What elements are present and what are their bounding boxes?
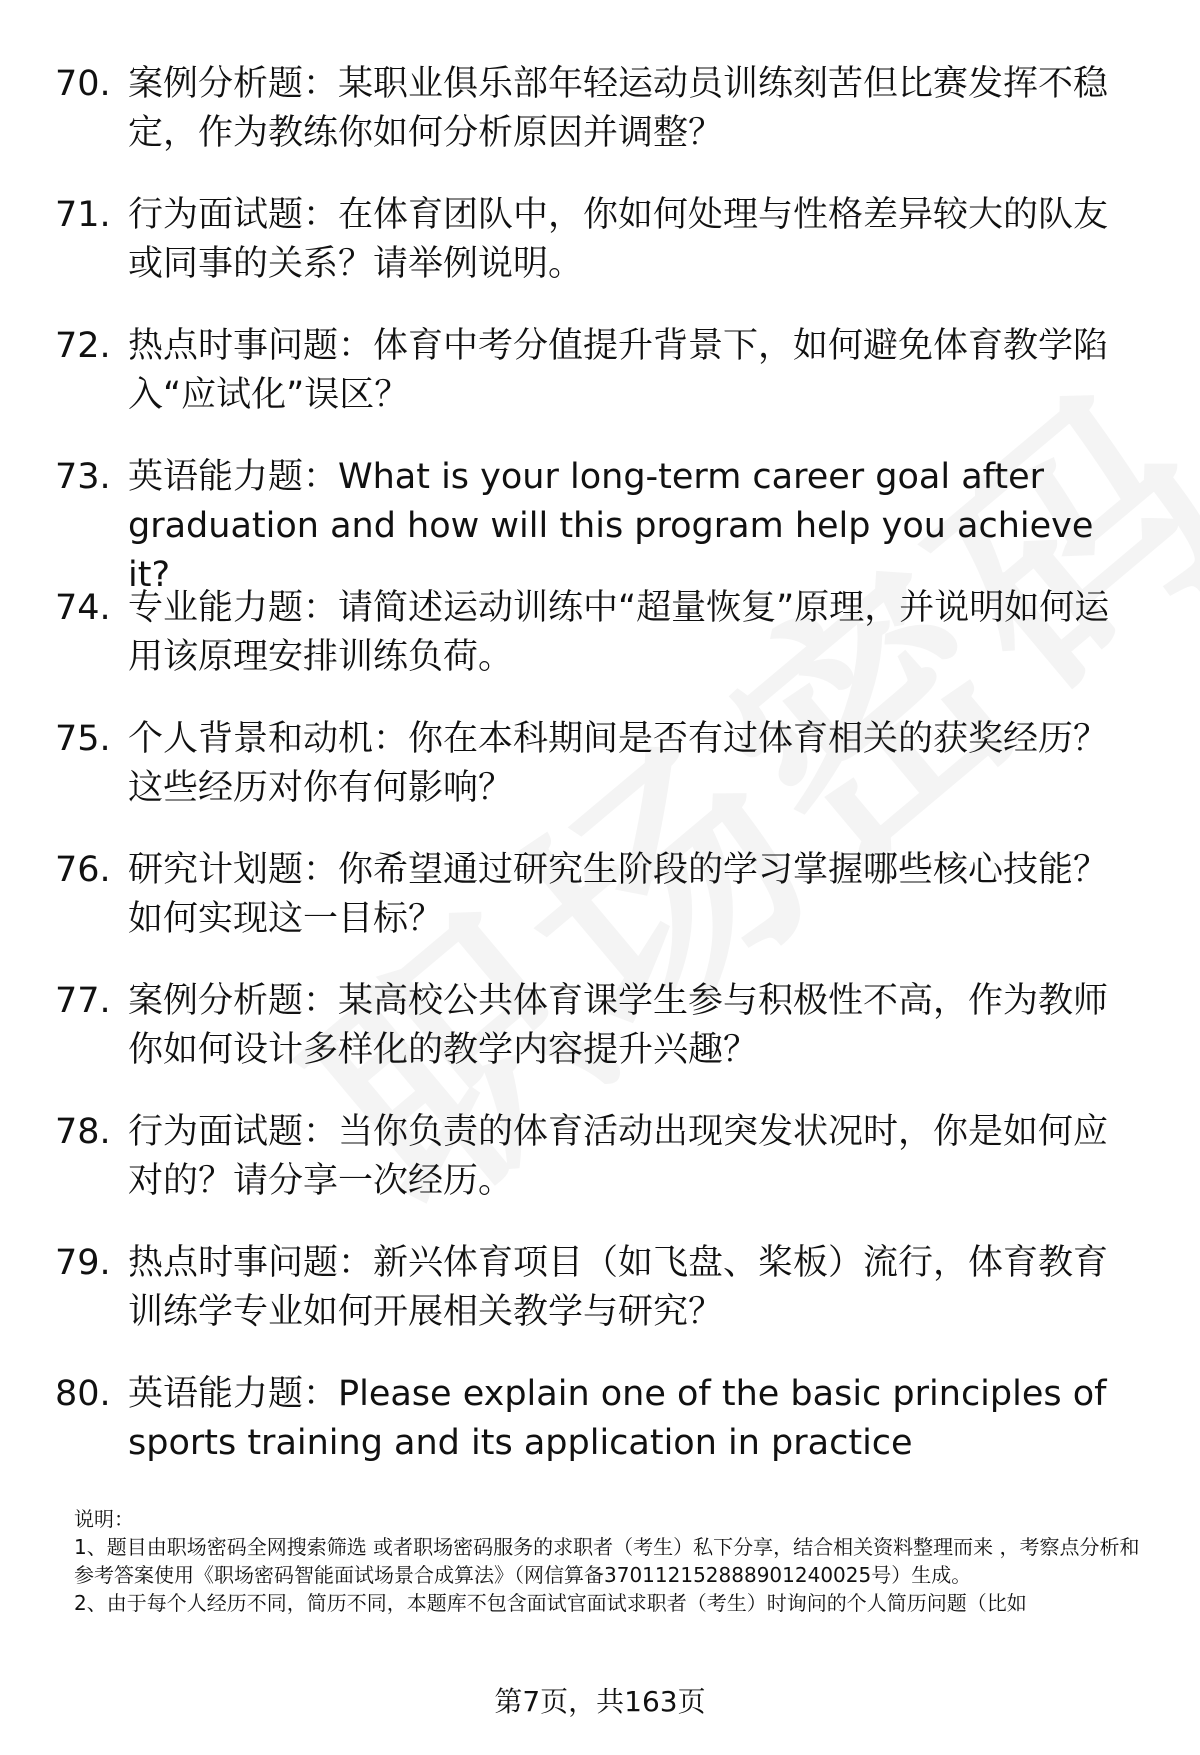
question-number: 79. [55, 1243, 111, 1283]
question-item [0, 584, 1200, 715]
question-item [0, 453, 1200, 595]
notes-heading: 说明： [74, 1507, 134, 1531]
page-footer: 第7页，共163页 [494, 1685, 706, 1718]
question-text: 行为面试题：在体育团队中，你如何处理与性格差异较大的队友或同事的关系？请举例说明。 [128, 195, 1109, 284]
notes-section [74, 1505, 1154, 1617]
question-text: 行为面试题：当你负责的体育活动出现突发状况时，你是如何应对的？请分享一次经历。 [128, 1112, 1109, 1201]
question-item [0, 1239, 1200, 1370]
question-number: 78. [55, 1112, 111, 1152]
question-number: 70. [55, 64, 111, 104]
question-number: 73. [55, 457, 111, 497]
question-text: 热点时事问题：体育中考分值提升背景下，如何避免体育教学陷入“应试化”误区？ [128, 326, 1109, 415]
question-item [0, 322, 1200, 453]
question-item [0, 1370, 1200, 1501]
question-text: 个人背景和动机：你在本科期间是否有过体育相关的获奖经历？这些经历对你有何影响？ [128, 719, 1109, 808]
question-number: 72. [55, 326, 111, 366]
notes-item: 1、题目由职场密码全网搜索筛选 或者职场密码服务的求职者（考生）私下分享，结合相关资料整理而来 ，考察点分析和参考答案使用《职场密码智能面试场景合成算法》（网信算备370112152888901240025号）生成。 [74, 1535, 1140, 1587]
question-text: 英语能力题：Please explain one of the basic principles of sports training and its application in practice [128, 1374, 1107, 1463]
question-text: 热点时事问题：新兴体育项目（如飞盘、桨板）流行，体育教育训练学专业如何开展相关教学与研究？ [128, 1243, 1109, 1332]
question-number: 76. [55, 850, 111, 890]
question-item [0, 977, 1200, 1108]
question-item [0, 846, 1200, 977]
question-item [0, 60, 1200, 191]
question-text: 研究计划题：你希望通过研究生阶段的学习掌握哪些核心技能？如何实现这一目标？ [128, 850, 1109, 939]
question-item [0, 715, 1200, 846]
question-text: 专业能力题：请简述运动训练中“超量恢复”原理，并说明如何运用该原理安排训练负荷。 [128, 588, 1110, 677]
question-text: 案例分析题：某高校公共体育课学生参与积极性不高，作为教师你如何设计多样化的教学内容提升兴趣？ [128, 981, 1109, 1070]
question-number: 80. [55, 1374, 111, 1414]
question-item [0, 1108, 1200, 1239]
question-number: 71. [55, 195, 111, 235]
notes-item: 2、由于每个人经历不同，简历不同，本题库不包含面试官面试求职者（考生）时询问的个人简历问题（比如 [74, 1591, 1027, 1615]
question-number: 75. [55, 719, 111, 759]
question-number: 74. [55, 588, 111, 628]
question-list [0, 60, 1200, 1501]
question-text: 英语能力题：What is your long-term career goal after graduation and how will this program help you achieve it? [128, 457, 1094, 595]
question-item [0, 191, 1200, 322]
question-text: 案例分析题：某职业俱乐部年轻运动员训练刻苦但比赛发挥不稳定，作为教练你如何分析原因并调整？ [128, 64, 1109, 153]
question-number: 77. [55, 981, 111, 1021]
